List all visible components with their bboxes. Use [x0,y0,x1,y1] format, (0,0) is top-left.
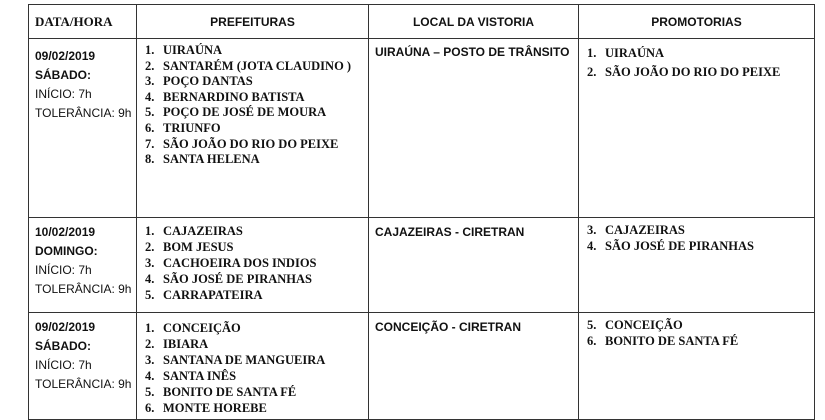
tolerance-time: TOLERÂNCIA: 9h [35,377,132,391]
promotorias-list [579,313,814,349]
weekday-text: SÁBADO: [35,68,91,82]
start-time: INÍCIO: 7h [35,87,92,101]
list-item: 2. IBIARA [145,337,209,351]
list-item: 5. CONCEIÇÃO [587,318,683,332]
header-local: LOCAL DA VISTORIA [369,5,579,39]
header-prefeituras: PREFEITURAS [137,5,369,39]
promotorias-cell [579,218,815,313]
list-item: 2. SÃO JOÃO DO RIO DO PEIXE [587,65,781,79]
list-item: 5. POÇO DE JOSÉ DE MOURA [145,105,327,120]
tolerance-time: TOLERÂNCIA: 9h [35,106,132,120]
list-item: 2. BOM JESUS [145,240,234,254]
list-item: 3. CAJAZEIRAS [587,223,685,237]
table-row [29,39,815,218]
list-item: 8. SANTA HELENA [145,152,260,167]
list-item: 3. CACHOEIRA DOS INDIOS [145,256,317,270]
weekday-text: DOMINGO: [35,244,98,258]
list-item: 6. TRIUNFO [145,120,221,135]
list-item: 4. SÃO JOSÉ DE PIRANHAS [145,272,312,286]
promotorias-cell [579,39,815,218]
header-row [29,5,815,39]
date-text: 09/02/2019 [35,320,96,334]
list-item: 7. SÃO JOÃO DO RIO DO PEIXE [145,136,339,151]
prefeituras-cell [137,218,369,313]
header-promotorias: PROMOTORIAS [579,5,815,39]
tolerance-time: TOLERÂNCIA: 9h [35,282,132,296]
date-cell [29,39,137,218]
prefeituras-cell [137,313,369,420]
list-item: 6. MONTE HOREBE [145,401,267,415]
prefeituras-list [137,39,368,168]
date-text: 09/02/2019 [35,49,96,63]
list-item: 3. POÇO DANTAS [145,74,253,89]
promotorias-list [579,218,814,254]
prefeituras-cell [137,39,369,218]
date-text: 10/02/2019 [35,225,96,239]
list-item: 4. SÃO JOSÉ DE PIRANHAS [587,238,754,253]
promotorias-cell [579,313,815,420]
table-row [29,313,815,420]
weekday-text: SÁBADO: [35,339,91,353]
list-item: 3. SANTANA DE MANGUEIRA [145,353,326,367]
list-item: 5. BONITO DE SANTA FÉ [145,385,297,399]
list-item: 4. BERNARDINO BATISTA [145,89,305,104]
list-item: 2. SANTARÉM (JOTA CLAUDINO ) [145,58,352,73]
list-item: 6. BONITO DE SANTA FÉ [587,333,739,348]
list-item: 1. CONCEIÇÃO [145,321,241,335]
header-date: DATA/HORA [29,5,137,39]
date-cell [29,313,137,420]
promotorias-list [579,39,814,82]
list-item: 5. CARRAPATEIRA [145,288,263,302]
local-cell: CAJAZEIRAS - CIRETRAN [369,218,579,313]
list-item: 1. CAJAZEIRAS [145,224,243,238]
schedule-table [28,4,815,420]
prefeituras-list [137,218,368,303]
date-cell [29,218,137,313]
list-item: 4. SANTA INÊS [145,369,237,383]
table-row [29,218,815,313]
table-continuation-border [28,400,29,413]
start-time: INÍCIO: 7h [35,358,92,372]
prefeituras-list [137,313,368,416]
local-cell: UIRAÚNA – POSTO DE TRÂNSITO [369,39,579,218]
list-item: 1. UIRAÚNA [587,46,665,60]
local-cell: CONCEIÇÃO - CIRETRAN [369,313,579,420]
start-time: INÍCIO: 7h [35,263,92,277]
list-item: 1. UIRAÚNA [145,43,223,57]
